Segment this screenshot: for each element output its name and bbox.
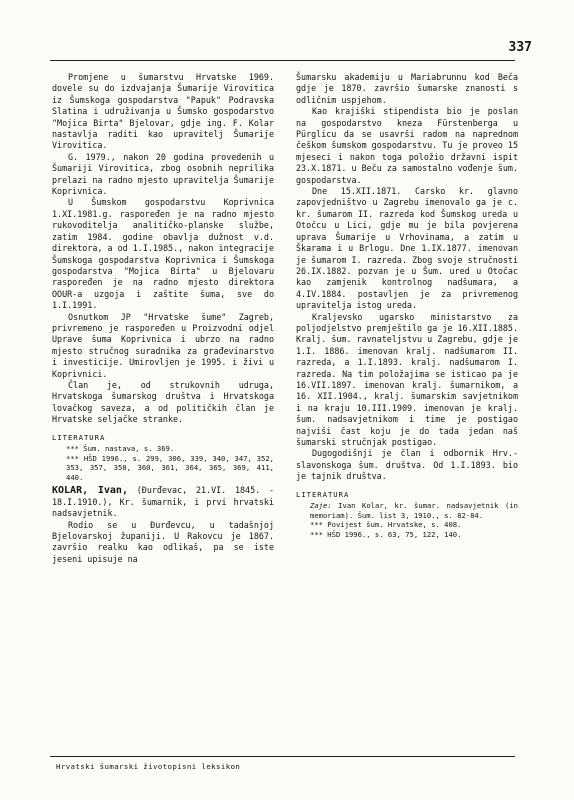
paragraph: U Šumskom gospodarstvu Koprivnica 1.XI.1981.g. raspoređen je na radno mjesto rukovoditelja analitičko-planske službe, zatim 1984. godine obavlja dužnost v.d. direktora, a od 1.I.1985., nakon integracije Šumskoga gospodarstva Koprivnica i Šumskoga gospodarstva "Mojica Birta" u Bjelovaru raspoređen je na radno mjesto direktora OOUR-a uzgoja i zaštite šuma, sve do 1.I.1991.: [52, 197, 274, 311]
literature-item: *** Povijest šum. Hrvatske, s. 408.: [310, 520, 462, 530]
literature-item: *** Šum. nastava, s. 369.: [66, 444, 175, 453]
literature-item: [296, 501, 518, 520]
entry-kolar-ivan: [52, 485, 274, 519]
paragraph: Član je, od strukovnih udruga, Hrvatskoga šumarskog društva i Hrvatskoga lovačkog saveza, a od političkih član je Hrvatske seljačke stranke.: [52, 379, 274, 425]
literature-reference: Ivan Kolar, kr. šumar. nadsavjetnik (in memoriam). Šum. list 3, 1910., s. 82-84.: [310, 501, 518, 520]
header-rule: [50, 60, 515, 61]
paragraph-continuation: Šumarsku akademiju u Mariabrunnu kod Beča gdje je 1870. završio šumarske znanosti s odličnim uspjehom.: [296, 72, 518, 105]
paragraph: G. 1979., nakon 20 godina provedenih u Šumariji Virovitica, zbog osobnih neprilika prelazi na radno mjesto upravitelja Šumarije Koprivnica.: [52, 151, 274, 197]
footer-rule: [50, 756, 515, 757]
literature-author: Zaje:: [310, 501, 332, 511]
right-column: [296, 72, 518, 539]
paragraph: Promjene u šumarstvu Hrvatske 1969. dovele su do izdvajanja Šumarije Virovitica iz Šumskoga gospodarstva "Papuk" Podravska Slatina i udruživanja u Šumsko gospodarstvo "Mojica Birta" Bjelovar, gdje ing. F. Kolar nastavlja raditi kao upravitelj Šumarije Virovitica.: [52, 72, 274, 151]
literature-item: *** HŠD 1996., s. 299, 306, 339, 340, 347, 352, 353, 357, 358, 360, 361, 364, 365, 369, 411, 440.: [66, 453, 274, 482]
left-column: [52, 72, 274, 565]
paragraph: Rodio se u Đurđevcu, u tadašnjoj Bjelovarskoj županiji. U Rakovcu je 1867. završio realku kao odlikaš, pa se iste jeseni upisuje na: [52, 519, 274, 564]
entry-summary: (Đurđevac, 21.VI. 1845. - 18.I.1910.), Kr. šumarnik, i prvi hrvatski nadsavjetnik.: [52, 485, 274, 519]
literature-item: *** HŠD 1996., s. 63, 75, 122, 140.: [310, 529, 462, 539]
literature-heading: LITERATURA: [296, 489, 350, 499]
entry-headword: KOLAR, Ivan,: [52, 485, 128, 497]
paragraph: Osnutkom JP "Hrvatske šume" Zagreb, privremeno je raspoređen u Proizvodni odjel Uprave šuma Koprivnica i ubrzo na radno mjesto stručnog suradnika za građevinarstvo i investicije. Umirovljen je 1995. i živi u Koprivnici.: [52, 311, 274, 379]
paragraph: Dugogodišnji je član i odbornik Hrv.-slavonskoga šum. društva. Od 1.I.1893. bio je tajnik društva.: [296, 448, 518, 482]
literature-heading: LITERATURA: [52, 432, 106, 442]
paragraph: Dne 15.XII.1871. Carsko kr. glavno zapovjedništvo u Zagrebu imenovalo ga je c. kr. šumarom II. razreda kod Šumskog ureda u Otočcu u Lici, gdje mu je bila povjerena uprava Šumarije u Vrhovinama, a zatim u Škarama i u Brlogu. Dne 1.IX.1877. imenovan je šumarom I. razreda. Zbog svoje stručnosti 26.IX.1882. pozvan je u Šum. ured u Otočac kao zamjenik kontrolnog nadšumara, a 4.IV.1884. postavljen je za privremenog upravitelja istog ureda.: [296, 186, 518, 311]
page-number: 337: [508, 40, 532, 55]
paragraph: Kraljevsko ugarsko ministarstvo za poljodjelstvo premještilo ga je 16.XII.1885. Kralj. šum. ravnateljstvu u Zagrebu, gdje je 1.I. 1886. imenovan kralj. nadšumarom II. razreda, a 1.I.1893. kralj. nadšumarom I. razreda. Na tim položajima se isticao pa je 16.VII.1897. imenovan kralj. šumarnikom, a 16. XII.1904., kralj. šumarskim savjetnikom i na kraju 10.III.1909. imenovan je kralj. šum. nadsavjetnikom i time je postigao najviši čast koju je do tada jedan naš šumarski stručnjak postigao.: [296, 311, 518, 447]
running-footer: Hrvatski šumarski životopisni leksikon: [56, 762, 241, 771]
paragraph: Kao krajiški stipendista bio je poslan na gospodarstvo kneza Fürstenberga u Pürglicu da se usavrši radom na naprednom češkom šumskom gospodarstvu. Tu je proveo 15 mjeseci i nakon toga položio državni ispit 23.X.1871. u Beču za samostalno vođenje šum. gospodarstva.: [296, 106, 518, 185]
